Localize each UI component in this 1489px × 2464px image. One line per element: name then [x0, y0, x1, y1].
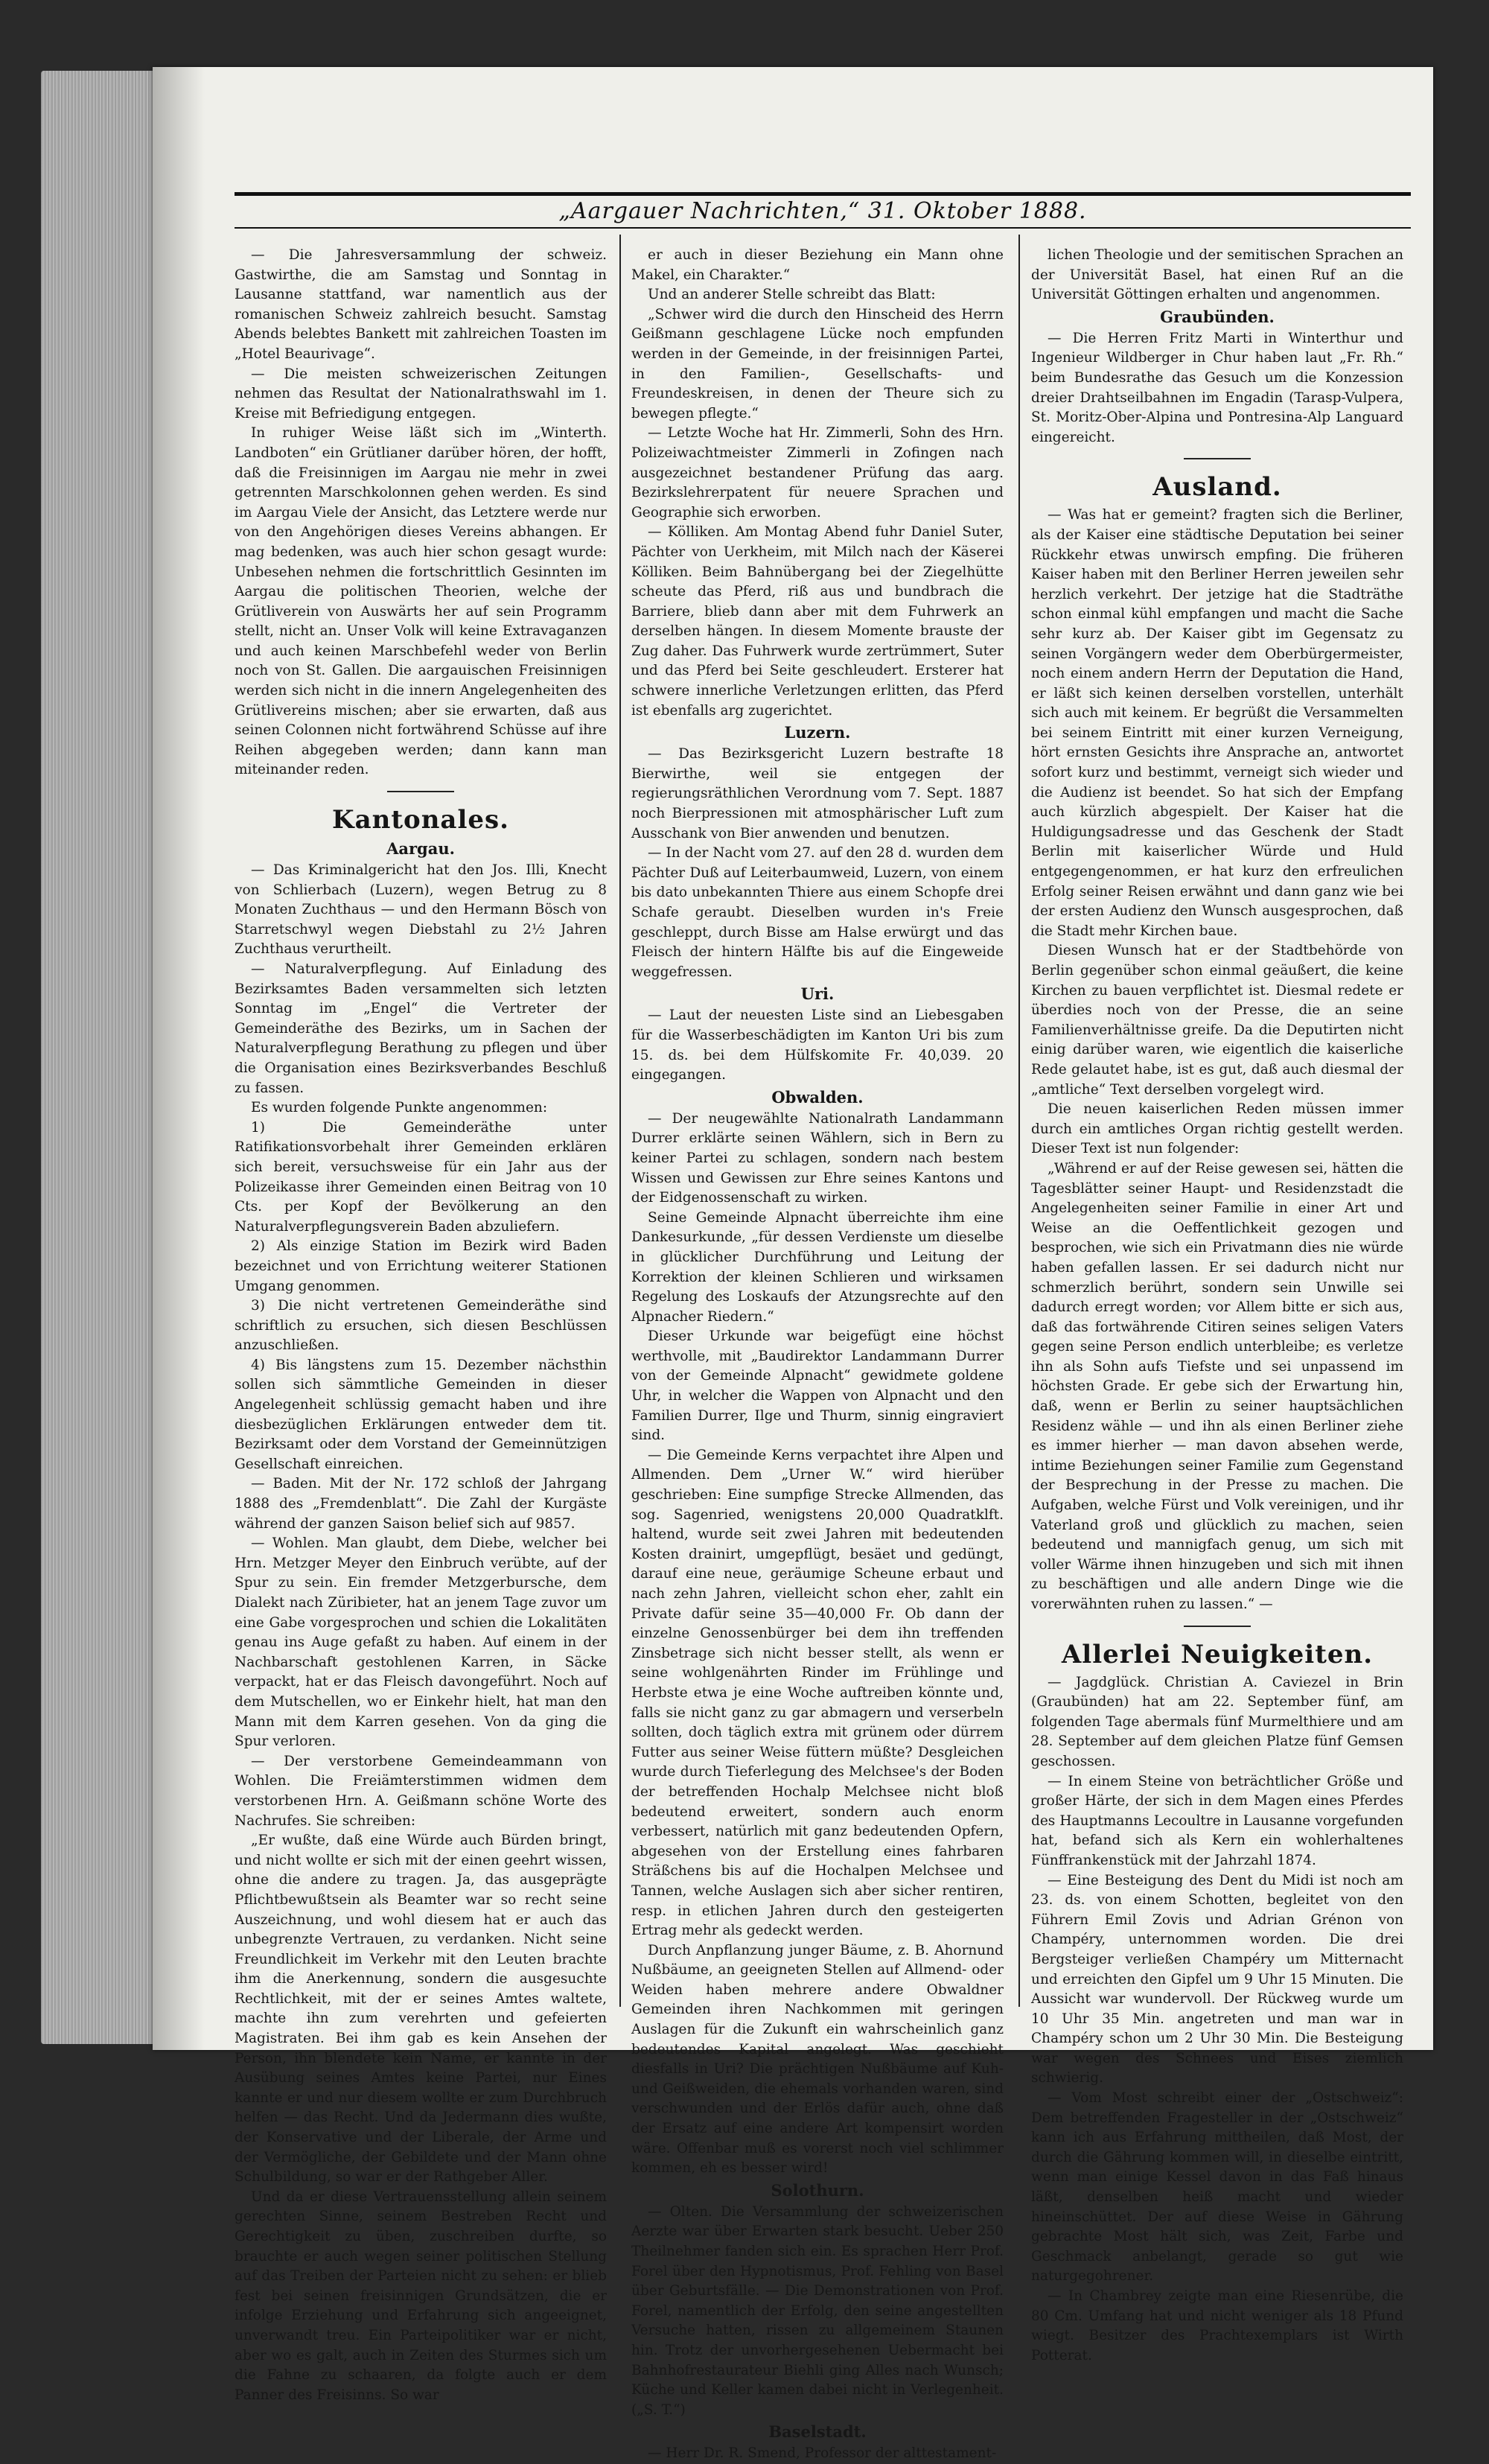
article-paragraph: — In einem Steine von beträchtlicher Größe und großer Härte, der sich in dem Magen eines Pferdes des Hauptmanns Lecoultre in Lausanne vorgefunden hat, befand sich als Kern ein wohlerhaltenes Fünffrankenstück mit der Jahrzahl 1874.: [1031, 1773, 1403, 1868]
article-paragraph: — In der Nacht vom 27. auf den 28 d. wurden dem Pächter Duß auf Leiterbaumweid, Luzern, von einem bis dato unbekannten Thiere aus einem Schopfe drei Schafe geraubt. Dieselben wurden in's Freie geschleppt, durch Bisse am Halse erwürgt und das Fleisch der hintern Hälfte bis auf die Eingeweide weggefressen.: [631, 845, 1004, 980]
article-paragraph: Und an anderer Stelle schreibt das Blatt:: [648, 287, 936, 303]
article-paragraph: Seine Gemeinde Alpnacht überreichte ihm eine Dankesurkunde, „für dessen Verdienste um dieselbe in glücklicher Durchführung und Leitung der Korrektion der kleinen Schlieren und wirksamen Regelung des Loskaufs der Atzungsrechte auf den Alpnacher Riedern.“: [631, 1209, 1004, 1325]
subheading-obwalden: Obwalden.: [771, 1087, 864, 1107]
section-heading-kantonales: Kantonales.: [332, 805, 509, 835]
article-paragraph: „Er wußte, daß eine Würde auch Bürden bringt, und nicht wollte er sich mit der einen geehrt wissen, ohne die andere zu tragen. Ja, das ausgeprägte Pflichtbewußtsein als Beamter war so recht seine Auszeichnung, und wohl diesem hat er auch das unbegrenzte Vertrauen, zu verdanken. Nicht seine Freundlichkeit im Verkehr mit den Leuten brachte ihm die Anerkennung, sondern die ausgesuchte Rechtlichkeit, mit der er seines Amtes waltete, machte ihn zum verehrten und gefeierten Magistraten. Bei ihm gab es kein Ansehen der Person, ihn blendete kein Name, er kannte in der Ausübung seines Amtes keine Partei, nur Eines kannte er und nur diesem wollte er zum Durchbruch helfen — das Recht. Und da Jedermann dies wußte, der Konservative und der Liberale, der Arme und der Vermögliche, der Gebildete und der Mann ohne Schulbildung, so war er der Rathgeber Aller.: [235, 1833, 607, 2186]
article-paragraph: — Naturalverpflegung. Auf Einladung des Bezirksamtes Baden versammelten sich letzten Sonntag im „Engel“ die Vertreter der Gemeinderäthe des Bezirks, um in Sachen der Naturalverpflegung Berathung zu pflegen und über die Organisation eines Bezirksverbandes Beschluß zu fassen.: [235, 961, 607, 1096]
article-paragraph: Diesen Wunsch hat er der Stadtbehörde von Berlin gegenüber schon einmal geäußert, die keine Kirchen zu bauen verpflichtet ist. Diesmal redete er überdies noch von der Presse, die an seine Familienverhältnisse greife. Da die Deputirten nicht einig darüber waren, wie eigentlich die kaiserliche Rede gelautet habe, ist es gut, daß auch diesmal der „amtliche“ Text derselben vorgelegt wird.: [1031, 943, 1403, 1098]
column-3: [1031, 246, 1403, 2363]
article-paragraph: Durch Anpflanzung junger Bäume, z. B. Ahornund Nußbäume, an geeigneten Stellen auf Allmend- oder Weiden haben mehrere andere Obwaldner Gemeinden ihren Nachkommen mit geringen Auslagen für die Zukunft ein wahrscheinlich ganz bedeutendes Kapital angelegt. Was geschieht diesfalls in Uri? Die prächtigen Nußbäume auf Kuh- und Geißweiden, die ehemals vorhanden waren, sind verschwunden und der Erlös dafür auch, ohne daß der Ersatz auf eine andere Art kompensirt worden wäre. Offenbar muß es vorerst noch viel schlimmer kommen, eh es besser wird!: [631, 1942, 1004, 2177]
subheading-luzern: Luzern.: [784, 723, 851, 742]
article-paragraph: — Die meisten schweizerischen Zeitungen nehmen das Resultat der Nationalrathswahl im 1. Kreise mit Befriedigung entgegen.: [235, 366, 607, 421]
article-paragraph: Die neuen kaiserlichen Reden müssen immer durch ein amtliches Organ richtig gestellt werden. Dieser Text ist nun folgender:: [1031, 1101, 1403, 1157]
header-title: „Aargauer Nachrichten,“ 31. Oktober 1888.: [558, 198, 1087, 224]
article-paragraph: — Die Herren Fritz Marti in Winterthur und Ingenieur Wildberger in Chur haben laut „Fr. Rh.“ beim Bundesrathe das Gesuch um die Konzession dreier Drahtseilbahnen im Engadin (Tarasp-Vulpera, St. Moritz-Ober-Alpina und Pontresina-Alp Languard eingereicht.: [1031, 330, 1403, 445]
article-paragraph: — Letzte Woche hat Hr. Zimmerli, Sohn des Hrn. Polizeiwachtmeister Zimmerli in Zofingen nach ausgezeichnet bestandener Prüfung das aarg. Bezirkslehrerpatent für neuere Sprachen und Geographie sich erworben.: [631, 425, 1004, 521]
article-paragraph: — Wohlen. Man glaubt, dem Diebe, welcher bei Hrn. Metzger Meyer den Einbruch verübte, auf der Spur zu sein. Ein fremder Metzgerbursche, dem Dialekt nach Züribieter, hat an jenem Tage zuvor um eine Gabe vorgesprochen und schien die Lokalitäten genau ins Auge gefaßt zu haben. Auf einem in der Nachbarschaft gestohlenen Karren, in Säcke verpackt, hat er das Fleisch davongeführt. Noch auf dem Mutschellen, wo er Einkehr hielt, hat man den Mann mit dem Karren gesehen. Von da ging die Spur verloren.: [235, 1535, 607, 1750]
book-page-edges: [41, 71, 160, 2044]
article-paragraph: — Olten. Die Versammlung der schweizerischen Aerzte war über Erwarten stark besucht. Ueber 250 Theilnehmer fanden sich ein. Es sprachen Herr Prof. Forel über den Hypnotismus, Prof. Fehling von Basel über Geburtsfälle. — Die Demonstrationen von Prof. Forel, namentlich der Erfolg, den seine angestellten Versuche hatten, rissen zu allgemeinem Staunen hin. Trotz der unvorhergesehenen Uebermacht bei Bahnhofrestaurateur Biehli ging Alles nach Wunsch; Küche und Keller kamen dabei nicht in Verlegenheit. („S. T.“): [631, 2203, 1004, 2418]
article-paragraph: — Jagdglück. Christian A. Caviezel in Brin (Graubünden) hat am 22. September fünf, am folgenden Tage abermals fünf Murmelthiere und am 28. September auf dem gleichen Platze fünf Gemsen geschossen.: [1031, 1674, 1403, 1769]
section-divider: [387, 791, 454, 792]
subheading-baselstadt: Baselstadt.: [768, 2422, 867, 2442]
section-divider: [1184, 1626, 1251, 1627]
column-rule-1: [619, 235, 621, 2007]
article-paragraph: — Das Kriminalgericht hat den Jos. Illi, Knecht von Schlierbach (Luzern), wegen Betrug zu 8 Monaten Zuchthaus — und den Hermann Bösch von Starretschwyl wegen Diebstahl zu 2½ Jahren Zuchthaus verurtheilt.: [235, 862, 607, 958]
article-paragraph: — Laut der neuesten Liste sind an Liebesgaben für die Wasserbeschädigten im Kanton Uri bis zum 15. ds. bei dem Hülfskomite Fr. 40,039. 20 eingegangen.: [631, 1007, 1004, 1083]
section-heading-allerlei: Allerlei Neuigkeiten.: [1061, 1639, 1374, 1669]
subheading-uri: Uri.: [800, 984, 835, 1004]
section-heading-ausland: Ausland.: [1152, 472, 1282, 503]
article-paragraph: — Kölliken. Am Montag Abend fuhr Daniel Suter, Pächter von Uerkheim, mit Milch nach der Käserei Kölliken. Beim Bahnübergang bei der Ziegelhütte scheute das Pferd, riß aus und bundbrach die Barriere, blieb dann aber mit dem Fuhrwerk an derselben hängen. In diesem Momente brauste der Zug daher. Das Fuhrwerk wurde zertrümmert, Suter und das Pferd bei Seite geschleudert. Ersterer hat schwere innerliche Verletzungen erlitten, das Pferd ist ebenfalls arg zugerichtet.: [631, 524, 1004, 719]
subheading-aargau: Aargau.: [386, 839, 455, 859]
article-paragraph: — Baden. Mit der Nr. 172 schloß der Jahrgang 1888 des „Fremdenblatt“. Die Zahl der Kurgäste während der ganzen Saison belief sich auf 9857.: [235, 1476, 607, 1532]
article-paragraph: — Die Gemeinde Kerns verpachtet ihre Alpen und Allmenden. Dem „Urner W.“ wird hierüber geschrieben: Eine sumpfige Strecke Allmenden, das sog. Sagenried, wenigstens 20,000 Quadratklft. haltend, wurde seit zwei Jahren mit bedeutenden Kosten drainirt, umgepflügt, besäet und gedüngt, darauf eine neue, geräumige Scheune erbaut und nach zehn Jahren, vielleicht schon eher, zahlt ein Private dafür seine 35—40,000 Fr. Ob dann der einzelne Genossenbürger bei dem ihn treffenden Zinsbetrage sich nicht besser stellt, als wenn er seine wohlgenährten Rinder im Frühlinge und Herbste etwa je eine Woche auftreiben könnte und, falls sie nicht ganz zu gar abmagern und verserbeln sollten, doch täglich extra mit grünem oder dürrem Futter aus seiner Weise füttern müßte? Desgleichen wurde durch Tieferlegung des Melchsee's der Boden der betreffenden Hochalp Melchsee nicht bloß bedeutend erweitert, sondern auch enorm verbessert, natürlich mit ganz bedeutenden Opfern, abgesehen von der Erstellung eines fahrbaren Sträßchens bis auf die Hochalpen Melchsee und Tannen, welche Auslagen sich aber sicher rentiren, resp. in etlichen Jahren durch den gesteigerten Ertrag mehr als gedeckt werden.: [631, 1447, 1004, 1939]
article-paragraph: — Der verstorbene Gemeindeammann von Wohlen. Die Freiämterstimmen widmen dem verstorbenen Hrn. A. Geißmann schöne Worte des Nachrufes. Sie schreiben:: [235, 1753, 607, 1829]
page-header: [235, 192, 1411, 229]
article-paragraph: Dieser Urkunde war beigefügt eine höchst werthvolle, mit „Baudirektor Landammann Durrer von der Gemeinde Alpnacht“ gewidmete goldene Uhr, in welcher die Wappen von Alpnacht und den Familien Durrer, Ilge und Thurm, sinnig eingraviert sind.: [631, 1328, 1004, 1444]
gutter-shadow: [153, 67, 205, 2050]
article-paragraph: — Was hat er gemeint? fragten sich die Berliner, als der Kaiser eine städtische Deputation bei seiner Rückkehr etwas unwirsch empfing. Die früheren Kaiser haben mit den Berliner Herren jeweilen sehr herzlich verkehrt. Der jetzige hat die Stadträthe schon einmal kühl empfangen und macht die Sache sehr kurz ab. Der Kaiser gibt im Gegensatz zu seinen Vorgängern weder dem Oberbürgermeister, noch einem andern Herrn der Deputation die Hand, er läßt sich keinen derselben vorstellen, unterhält sich auch mit keinem. Er begrüßt die Versammelten bei seinem Eintritt mit einer kurzen Verneigung, hört ernsten Gesichts ihre Ansprache an, antwortet sofort kurz und bestimmt, verneigt sich wieder und die Audienz ist beendet. So hat sich der Empfang auch kürzlich abgespielt. Der Kaiser hat die Huldigungsadresse und das Geschenk der Stadt Berlin mit kaiserlicher Würde und Huld entgegengenommen, er hat kurz den erfreulichen Erfolg seiner Reisen erwähnt und dann ganz wie bei der ersten Audienz den Wunsch ausgesprochen, daß die Stadt mehr Kirchen baue.: [1031, 507, 1403, 939]
article-paragraph: 1) Die Gemeinderäthe unter Ratifikationsvorbehalt ihrer Gemeinden erklären sich bereit, versuchsweise für ein Jahr aus der Polizeikasse ihrer Gemeinden einen Beitrag von 10 Cts. per Kopf der Bevölkerung an den Naturalverpflegungsverein Baden abzuliefern.: [235, 1119, 607, 1235]
article-paragraph: — Die Jahresversammlung der schweiz. Gastwirthe, die am Samstag und Sonntag in Lausanne stattfand, war namentlich aus der romanischen Schweiz zahlreich besucht. Samstag Abends belebtes Bankett mit zahlreichen Toasten im „Hotel Beaurivage“.: [235, 247, 607, 362]
subheading-graubuenden: Graubünden.: [1160, 307, 1275, 326]
article-paragraph: — Eine Besteigung des Dent du Midi ist noch am 23. ds. von einem Schotten, begleitet von den Führern Emil Zovis und Adrian Grénon von Champéry, unternommen worden. Die drei Bergsteiger verließen Champéry um Mitternacht und erreichten den Gipfel um 9 Uhr 15 Minuten. Die Aussicht war wundervoll. Der Rückweg wurde um 10 Uhr 35 Min. angetreten und man war in Champéry schon um 2 Uhr 30 Min. Die Besteigung war wegen des Schnees und Eises ziemlich schwierig.: [1031, 1872, 1403, 2086]
column-rule-2: [1018, 235, 1020, 2007]
section-divider: [1184, 458, 1251, 459]
subheading-solothurn: Solothurn.: [771, 2180, 864, 2200]
article-paragraph: — In Chambrey zeigte man eine Riesenrübe, die 80 Cm. Umfang hat und nicht weniger als 18 Pfund wiegt. Besitzer des Prachtexemplars ist Wirth Potterat.: [1031, 2288, 1403, 2363]
article-paragraph: 2) Als einzige Station im Bezirk wird Baden bezeichnet und von Errichtung weiterer Stationen Umgang genommen.: [235, 1238, 607, 1294]
column-1: [235, 246, 607, 2403]
article-paragraph: „Während er auf der Reise gewesen sei, hätten die Tagesblätter seiner Haupt- und Residenzstadt die Angelegenheiten seiner Familie in einer Art und Weise an die Oeffentlichkeit gezogen und besprochen, wie sich ein Privatmann dies nie würde haben gefallen lassen. Er sei dadurch nicht nur schmerzlich berührt, sondern sein Unwille sei dadurch erregt worden; vor Allem bitte er sich aus, daß das fortwährende Citiren seines seligen Vaters gegen seine Person endlich unterbleibe; es verletze ihn als Sohn aufs Tiefste und sei unpassend im höchsten Grade. Er gebe sich der Erwartung hin, daß, wenn er Berlin zu seiner hauptsächlichen Residenz wähle — und ihn als einen Berliner ziehe es immer hierher — man davon absehen werde, intime Beziehungen seiner Familie zum Gegenstand der Besprechung in der Presse zu machen. Die Aufgaben, welche Fürst und Volk vereinigen, und ihr Vaterland groß und glücklich zu machen, seien bedeutend und mannigfach genug, um sich mit voller Wärme ihnen hinzugeben und sich mit ihnen zu beschäftigen und alle andern Dinge wie die vorerwähnten ruhen zu lassen.“ —: [1031, 1160, 1403, 1612]
article-paragraph: lichen Theologie und der semitischen Sprachen an der Universität Basel, hat einen Ruf an die Universität Göttingen erhalten und angenommen.: [1031, 247, 1403, 303]
article-paragraph: — Der neugewählte Nationalrath Landammann Durrer erklärte seinen Wählern, sich in Bern zu keiner Partei zu schlagen, sondern nach bestem Wissen und Gewissen zur Ehre seines Kantons und der Eidgenossenschaft zu wirken.: [631, 1110, 1004, 1206]
article-paragraph: — Vom Most schreibt einer der „Ostschweiz“: Dem betreffenden Fragesteller in der „Ostschweiz“ kann ich aus Erfahrung mittheilen, daß Most, der durch die Gährung kommen will, in dieselbe eintritt, wenn man einige Kessel davon in das Faß hinaus läßt, denselben heiß macht und wieder hineinschüttet. Der auf diese Weise in Gährung gebrachte Most hält sich, was Zeit, Farbe und Geschmack anbelangt, gerade so gut wie naturgegohrener.: [1031, 2090, 1403, 2285]
article-paragraph: In ruhiger Weise läßt sich im „Winterth. Landboten“ ein Grütlianer darüber hören, der hofft, daß die Freisinnigen im Aargau nie mehr in zwei getrennten Marschkolonnen gehen werden. Es sind im Aargau Viele der Ansicht, das Letztere werde nur von den Angehörigen dieses Vereins abhangen. Er mag bedenken, was auch hier schon gesagt wurde: Unbesehen nehmen die fortschrittlich Gesinnten im Aargau die politischen Theorien, welche der Grütliverein von Auswärts her auf sein Programm stellt, nicht an. Unser Volk will keine Extravaganzen und auch keinen Marschbefehl weder von Berlin noch von St. Gallen. Die aargauischen Freisinnigen werden sich nicht in die innern Angelegenheiten des Grütlivereins mischen; aber sie erwarten, daß aus seinen Colonnen nicht fortwährend Schüsse auf ihre Reihen abgegeben werden; dann kann man miteinander reden.: [235, 425, 607, 778]
article-paragraph: Und da er diese Vertrauensstellung allein seinem gerechten Sinne, seinem Bestreben Recht und Gerechtigkeit zu üben, zuschreiben durfte, so brauchte er auch wegen seiner politischen Stellung auf das Treiben der Parteien nicht zu sehen: er blieb fest bei seinen freisinnigen Grundsätzen, die er infolge Erziehung und Erfahrung sich angeeignet, unverwandt treu. Ein Parteipolitiker war er nicht, aber wo es galt, auch in Zeiten des Sturmes sich um die Fahne zu schaaren, da folgte auch er dem Panner des Freisinns. So war: [235, 2188, 607, 2403]
article-paragraph: 3) Die nicht vertretenen Gemeinderäthe sind schriftlich zu ersuchen, sich diesen Beschlüssen anzuschließen.: [235, 1298, 607, 1354]
article-paragraph: — Herr Dr. R. Smend, Professor der alttestament-: [648, 2445, 997, 2462]
article-paragraph: er auch in dieser Beziehung ein Mann ohne Makel, ein Charakter.“: [631, 247, 1004, 283]
article-paragraph: 4) Bis längstens zum 15. Dezember nächsthin sollen sich sämmtliche Gemeinden in dieser Angelegenheit schlüssig gemacht haben und ihre diesbezüglichen Erklärungen entweder dem tit. Bezirksamt oder dem Vorstand der Gemeinnützigen Gesellschaft einreichen.: [235, 1357, 607, 1472]
article-paragraph: Es wurden folgende Punkte angenommen:: [251, 1100, 548, 1116]
column-2: [631, 246, 1004, 2462]
article-paragraph: — Das Bezirksgericht Luzern bestrafte 18 Bierwirthe, weil sie entgegen der regierungsräthlichen Verordnung vom 7. Sept. 1887 noch Bierpressionen mit atmosphärischer Luft zum Ausschank von Bier anwenden und benutzen.: [631, 746, 1004, 841]
article-paragraph: „Schwer wird die durch den Hinscheid des Herrn Geißmann geschlagene Lücke noch empfunden werden in der Gemeinde, in der freisinnigen Partei, in den Familien-, Gesellschafts- und Freundeskreisen, in denen der Theure sich zu bewegen pflegte.“: [631, 306, 1004, 421]
